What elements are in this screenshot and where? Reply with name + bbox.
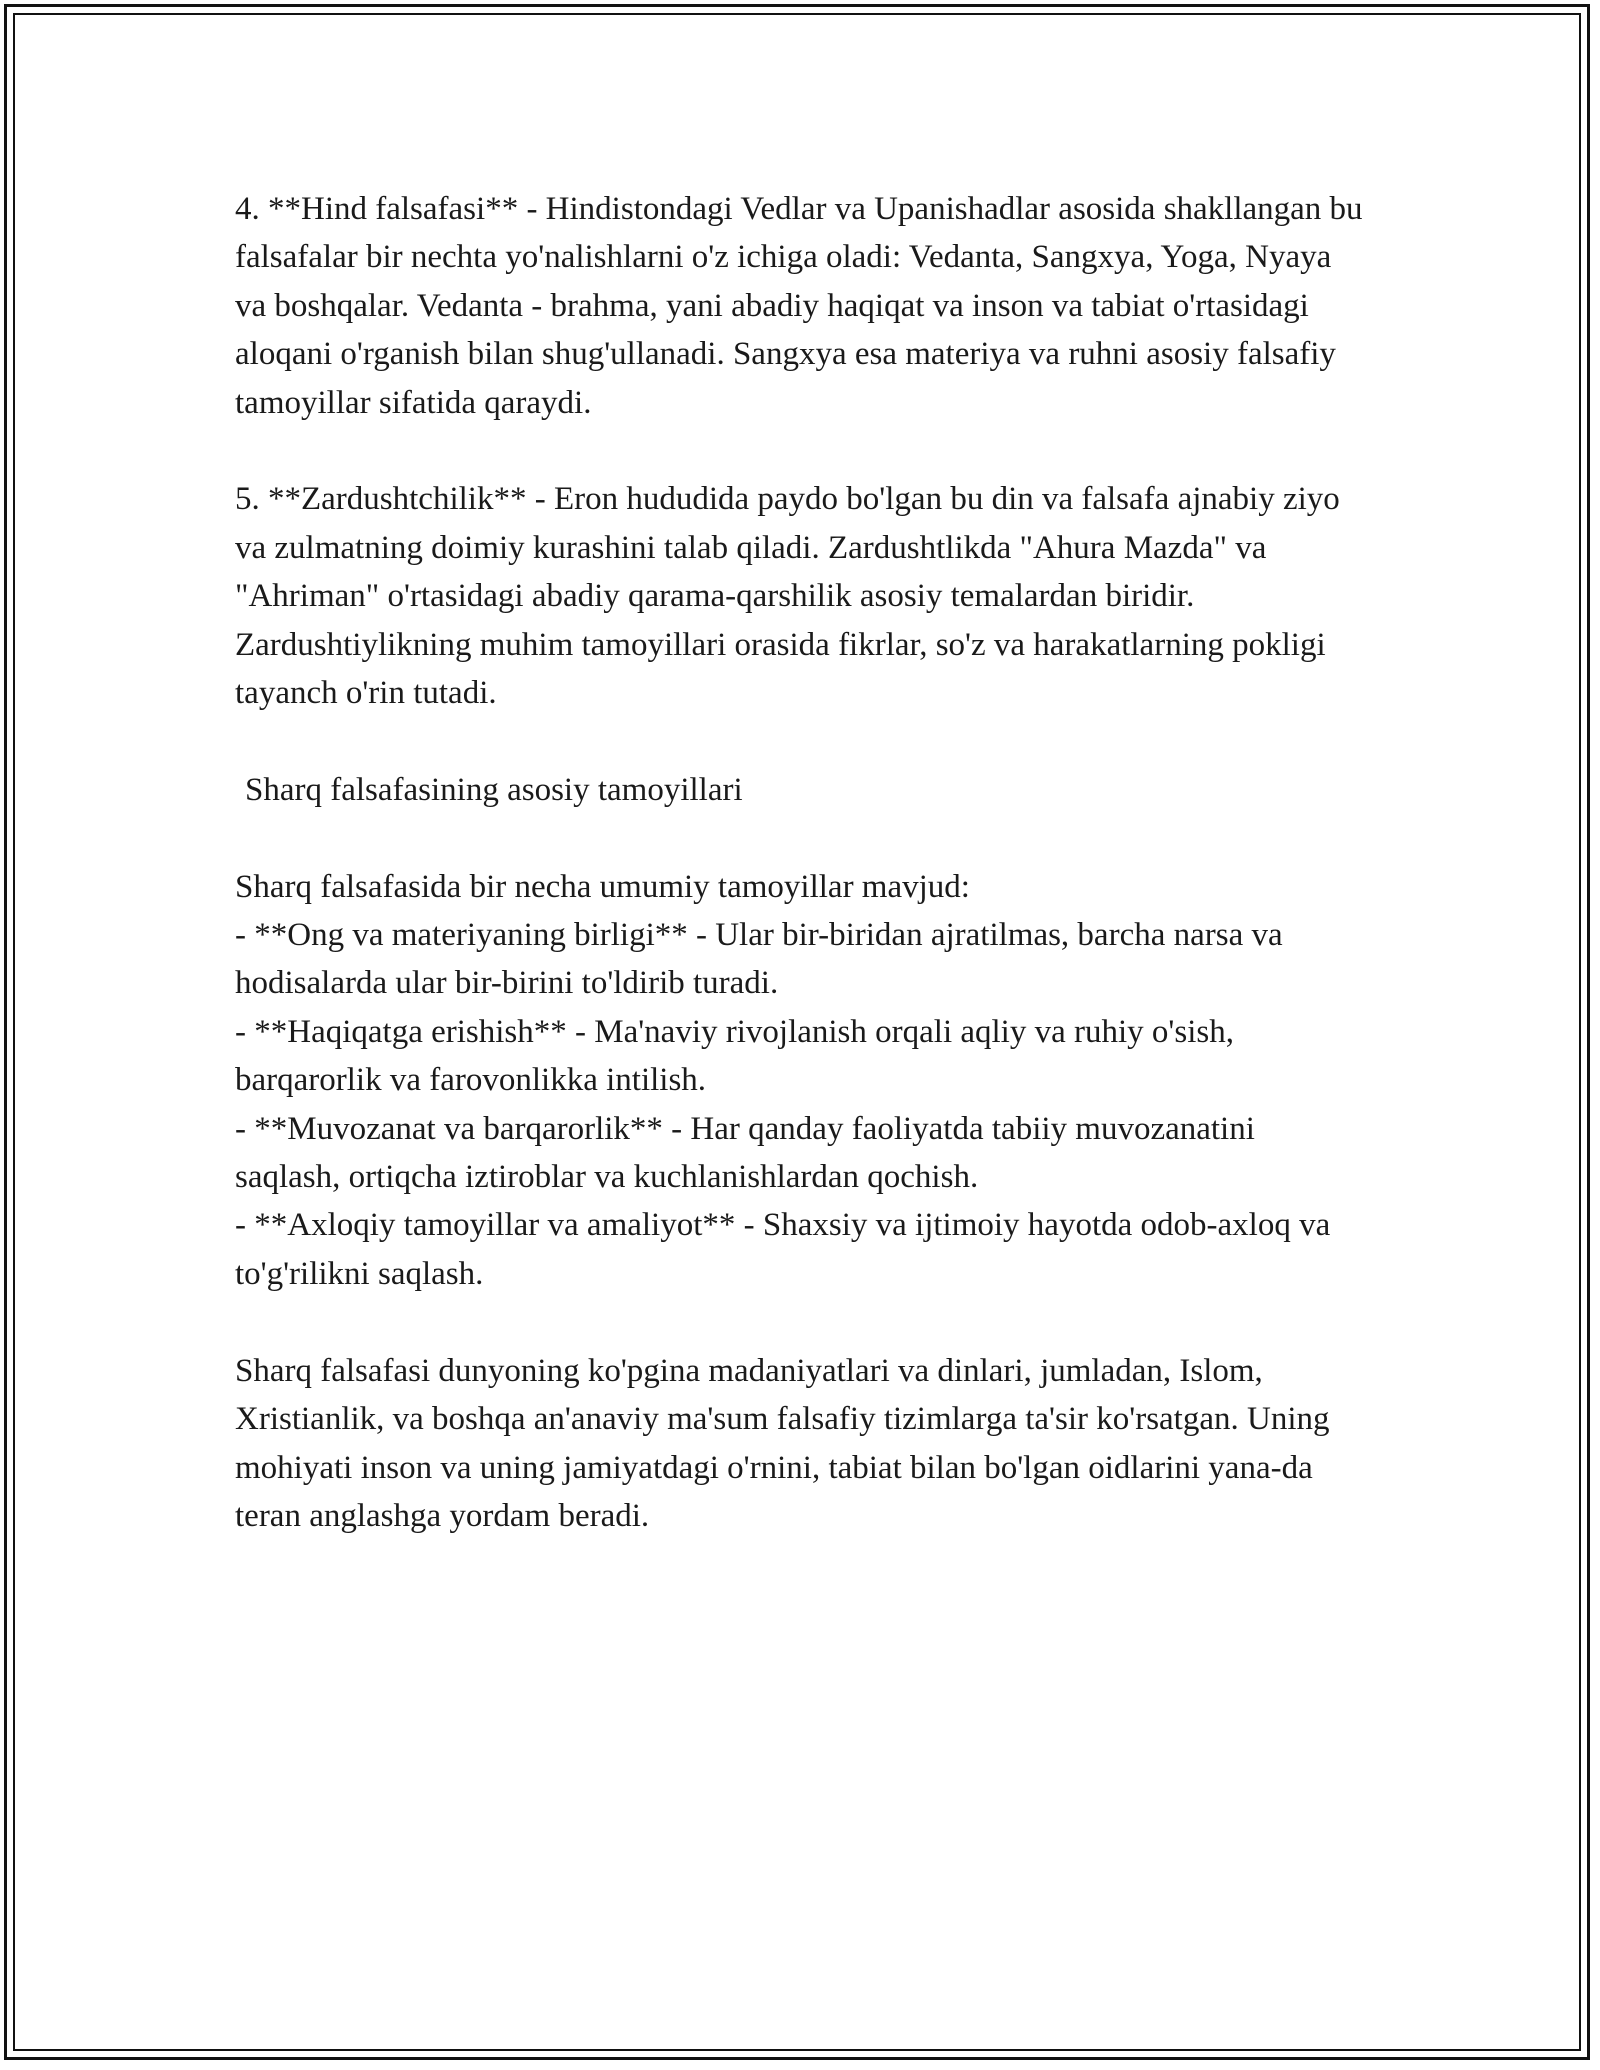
paragraph-hind-falsafasi: 4. **Hind falsafasi** - Hindistondagi Vedlar va Upanishadlar asosida shakllangan bu falsafalar bir nechta yo'nalishlarni o'z ichiga oladi: Vedanta, Sangxya, Yoga, Nyaya va boshqalar. Vedanta - brahma, yani abadiy haqiqat va inson va tabiat o'rtasidagi aloqani o'rganish bilan shug'ullanadi. Sangxya esa materiya va ruhni asosiy falsafiy tamoyillar sifatida qaraydi. xyxy=(235,191,1363,421)
conclusion-paragraph: Sharq falsafasi dunyoning ko'pgina madaniyatlari va dinlari, jumladan, Islom, Xristianlik, va boshqa an'anaviy ma'sum falsafiy tizimlarga ta'sir ko'rsatgan. Uning mohiyati inson va uning jamiyatdagi o'rnini, tabiat bilan bo'lgan oidlarini yana-da teran anglashga yordam beradi. xyxy=(235,1352,1330,1534)
document-body xyxy=(235,185,1365,1540)
principles-intro: Sharq falsafasida bir necha umumiy tamoyillar mavjud: xyxy=(235,868,970,905)
paragraph-spacer xyxy=(235,717,1365,765)
principle-item: - **Haqiqatga erishish** - Ma'naviy rivojlanish orqali aqliy va ruhiy o'sish, barqarorlik va farovonlikka intilish. xyxy=(235,1013,1234,1099)
section-heading: Sharq falsafasining asosiy tamoyillari xyxy=(245,771,743,808)
principle-item: - **Ong va materiyaning birligi** - Ular bir-biridan ajratilmas, barcha narsa va hodisalarda ular bir-birini to'ldirib turadi. xyxy=(235,917,1283,1002)
principle-item: - **Muvozanat va barqarorlik** - Har qanday faoliyatda tabiiy muvozanatini saqlash, ortiqcha iztiroblar va kuchlanishlardan qochish. xyxy=(235,1110,1255,1196)
principle-item: - **Axloqiy tamoyillar va amaliyot** - Shaxsiy va ijtimoiy hayotda odob-axloq va to'g'rilikni saqlash. xyxy=(235,1207,1331,1292)
paragraph-spacer xyxy=(235,814,1365,862)
paragraph-spacer xyxy=(235,1298,1365,1346)
paragraph-zardushtchilik: 5. **Zardushtchilik** - Eron hududida paydo bo'lgan bu din va falsafa ajnabiy ziyo va zulmatning doimiy kurashini talab qiladi. Zardushtlikda "Ahura Mazda" va "Ahriman" o'rtasidagi abadiy qarama-qarshilik asosiy temalardan biridir. Zardushtiylikning muhim tamoyillari orasida fikrlar, so'z va harakatlarning pokligi tayanch o'rin tutadi. xyxy=(235,481,1340,712)
paragraph-spacer xyxy=(235,427,1365,475)
